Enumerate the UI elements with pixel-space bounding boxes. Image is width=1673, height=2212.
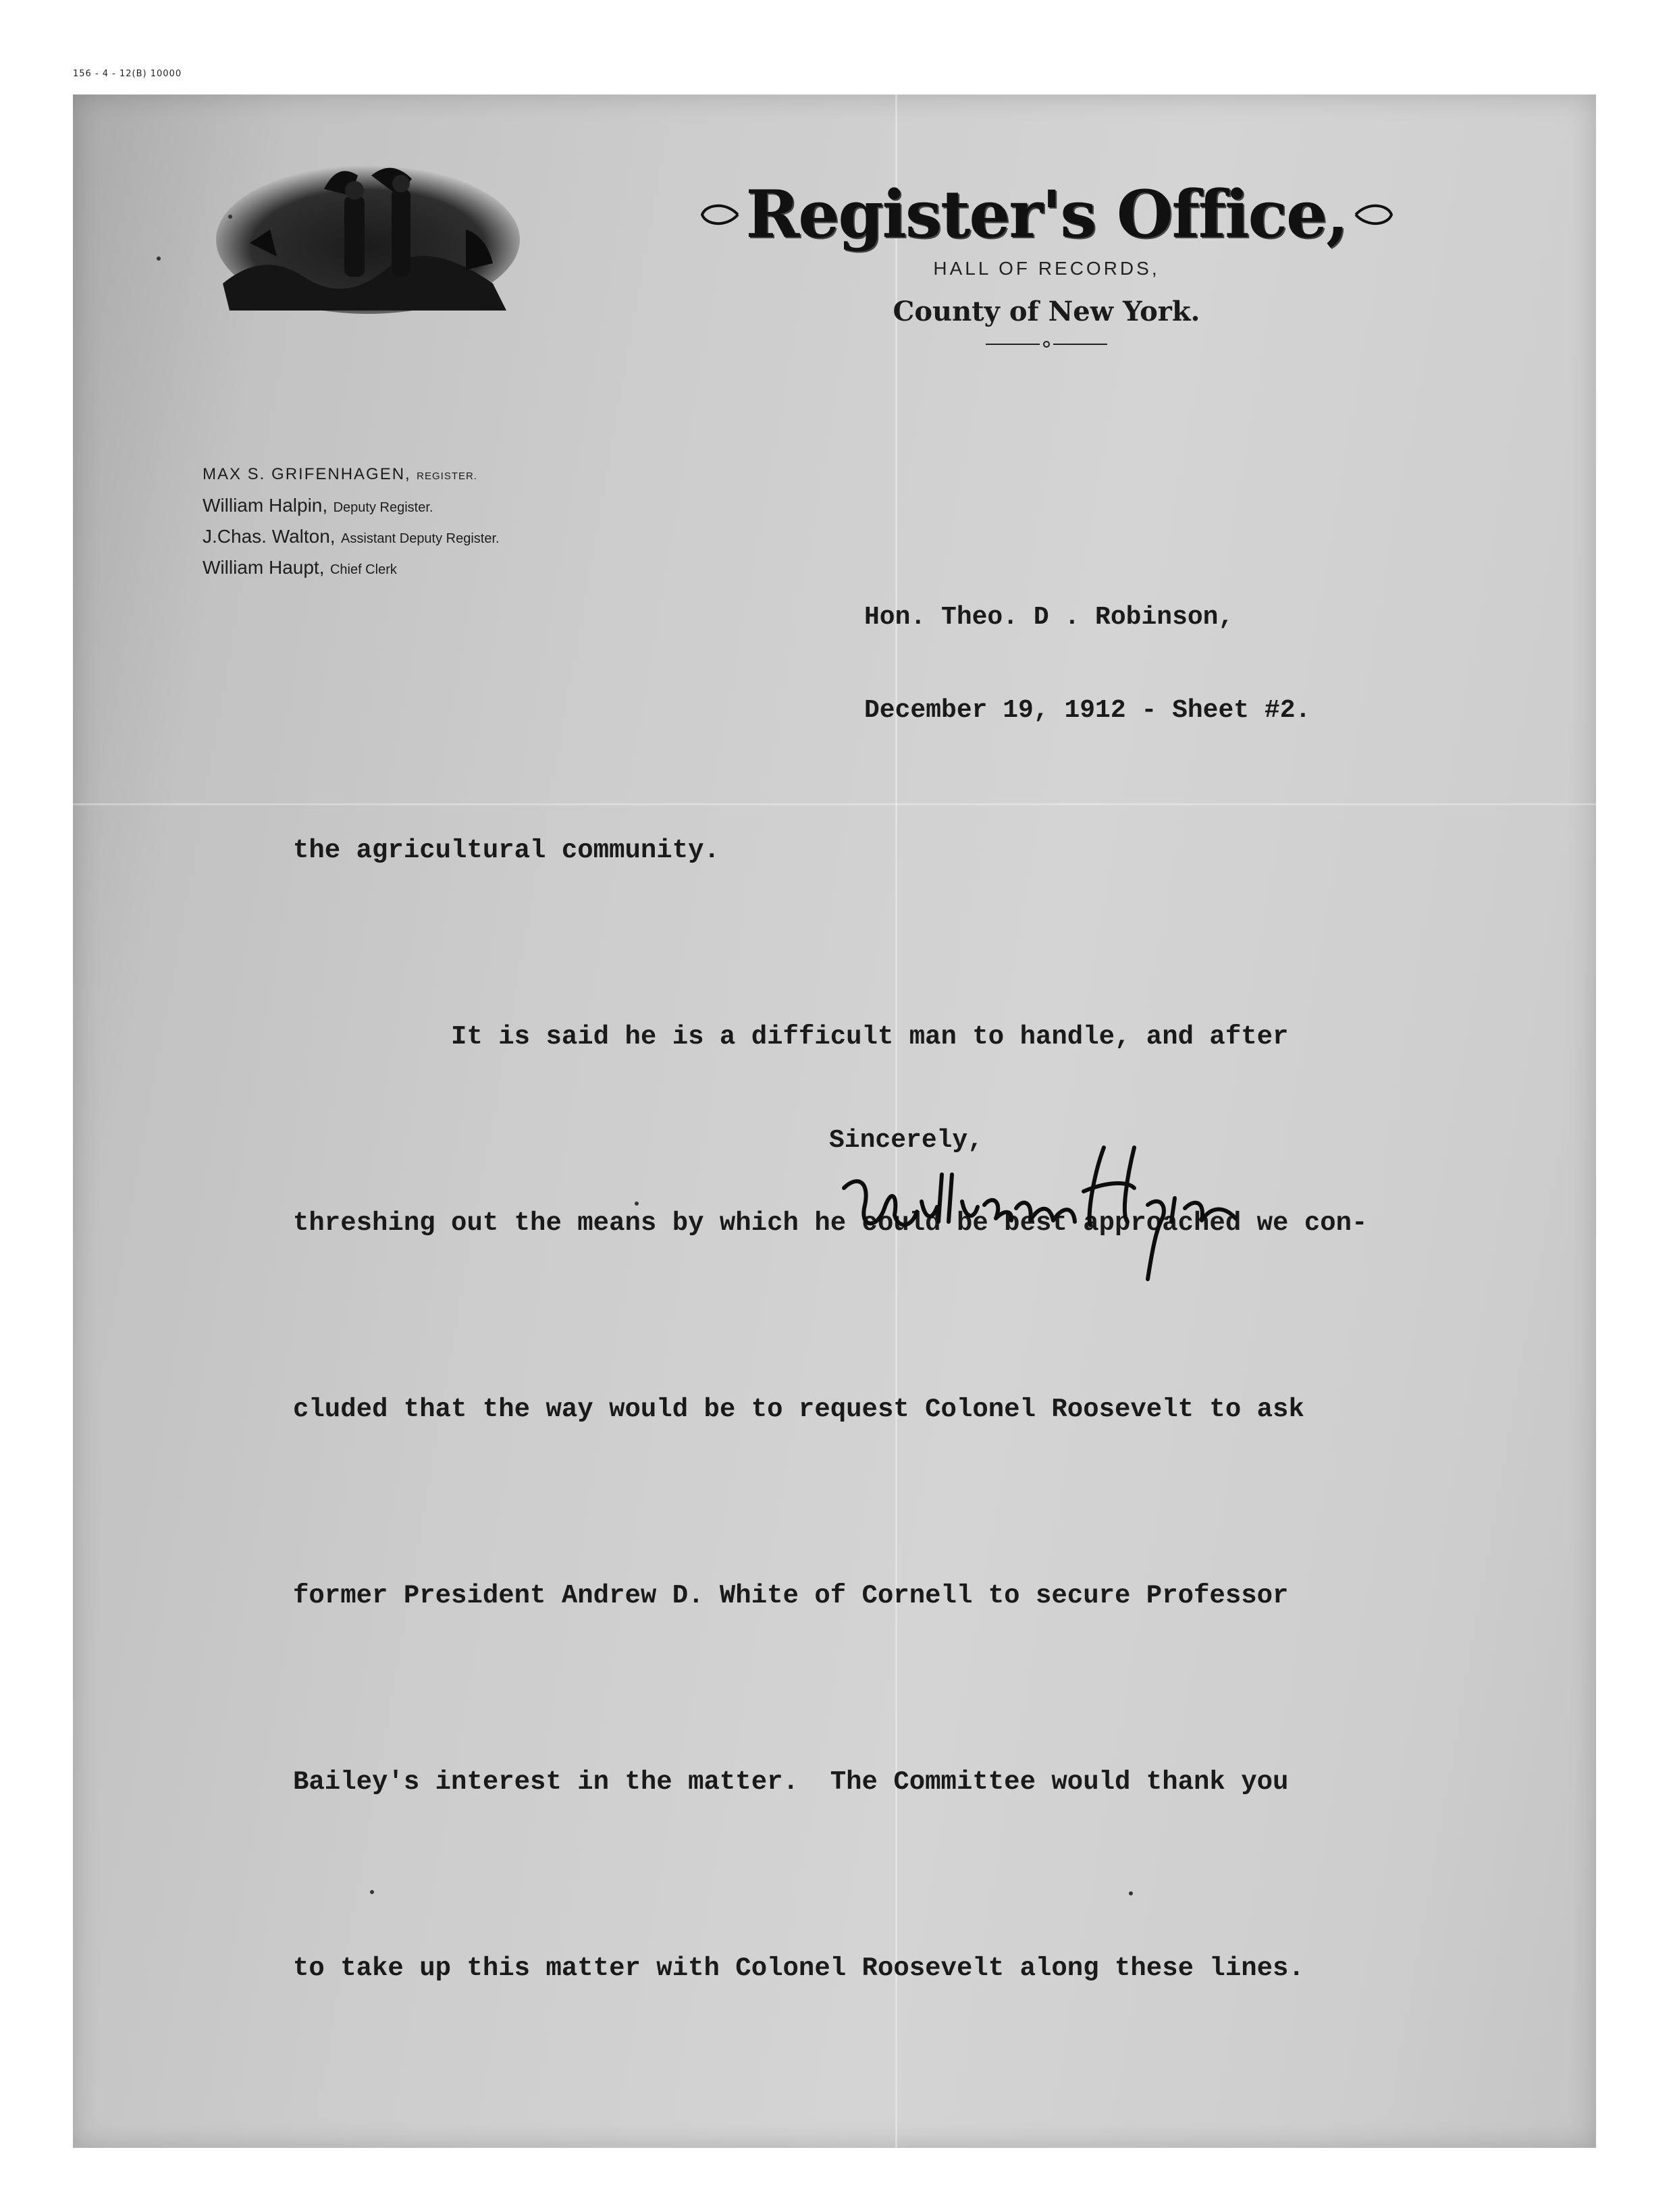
body-line: former President Andrew D. White of Cornell to secure Professor <box>293 1581 1289 1611</box>
officer-name: William Halpin, <box>203 495 328 516</box>
body-line: cluded that the way would be to request Colonel Roosevelt to ask <box>293 1395 1304 1424</box>
seal-vignette-image <box>209 149 527 317</box>
officer-name: William Haupt, <box>203 557 325 578</box>
closing-salutation: Sincerely, <box>829 1126 984 1155</box>
divider-ornament-icon <box>986 340 1107 349</box>
body-line: threshing out the means by which he could be best approached we con- <box>293 1208 1368 1238</box>
paper-speck <box>635 1202 639 1206</box>
officer-title: Assistant Deputy Register. <box>341 531 500 546</box>
officer-chief-clerk <box>203 552 500 583</box>
addressee-line: Hon. Theo. D . Robinson, <box>864 603 1234 632</box>
officer-title: Chief Clerk <box>329 562 397 577</box>
body-line: It is said he is a difficult man to handle, and after <box>293 1022 1289 1052</box>
office-title <box>745 176 1348 252</box>
body-line: Bailey's interest in the matter. The Committee would thank you <box>293 1767 1289 1797</box>
form-number: 156 - 4 - 12(B) 10000 <box>73 69 182 79</box>
hall-of-records: HALL OF RECORDS, <box>933 258 1160 279</box>
paper-speck <box>1129 1891 1133 1895</box>
body-line: to take up this matter with Colonel Roosevelt along these lines. <box>293 1953 1304 1983</box>
officer-deputy-register <box>203 490 500 521</box>
officer-title: Deputy Register. <box>333 500 433 515</box>
body-line: the agricultural community. <box>293 836 720 865</box>
officer-name: J.Chas. Walton, <box>203 526 336 547</box>
paper-speck <box>370 1890 374 1894</box>
officer-name: MAX S. GRIFENHAGEN, <box>203 465 411 483</box>
flourish-right-icon <box>1354 201 1395 228</box>
letterhead-masthead <box>743 176 1350 352</box>
officer-register <box>203 459 500 490</box>
paper-speck <box>157 257 161 261</box>
signature-image <box>830 1134 1249 1289</box>
officer-title: REGISTER. <box>417 470 478 482</box>
officer-list <box>203 459 500 583</box>
paper-speck <box>228 215 232 219</box>
office-title-text: Register's Office, <box>745 176 1348 252</box>
county-name: County of New York. <box>893 296 1200 327</box>
flourish-left-icon <box>699 201 739 228</box>
letter-body <box>293 695 1367 2061</box>
date-sheet-line: December 19, 1912 - Sheet #2. <box>864 696 1311 725</box>
officer-assistant-deputy <box>203 521 500 552</box>
